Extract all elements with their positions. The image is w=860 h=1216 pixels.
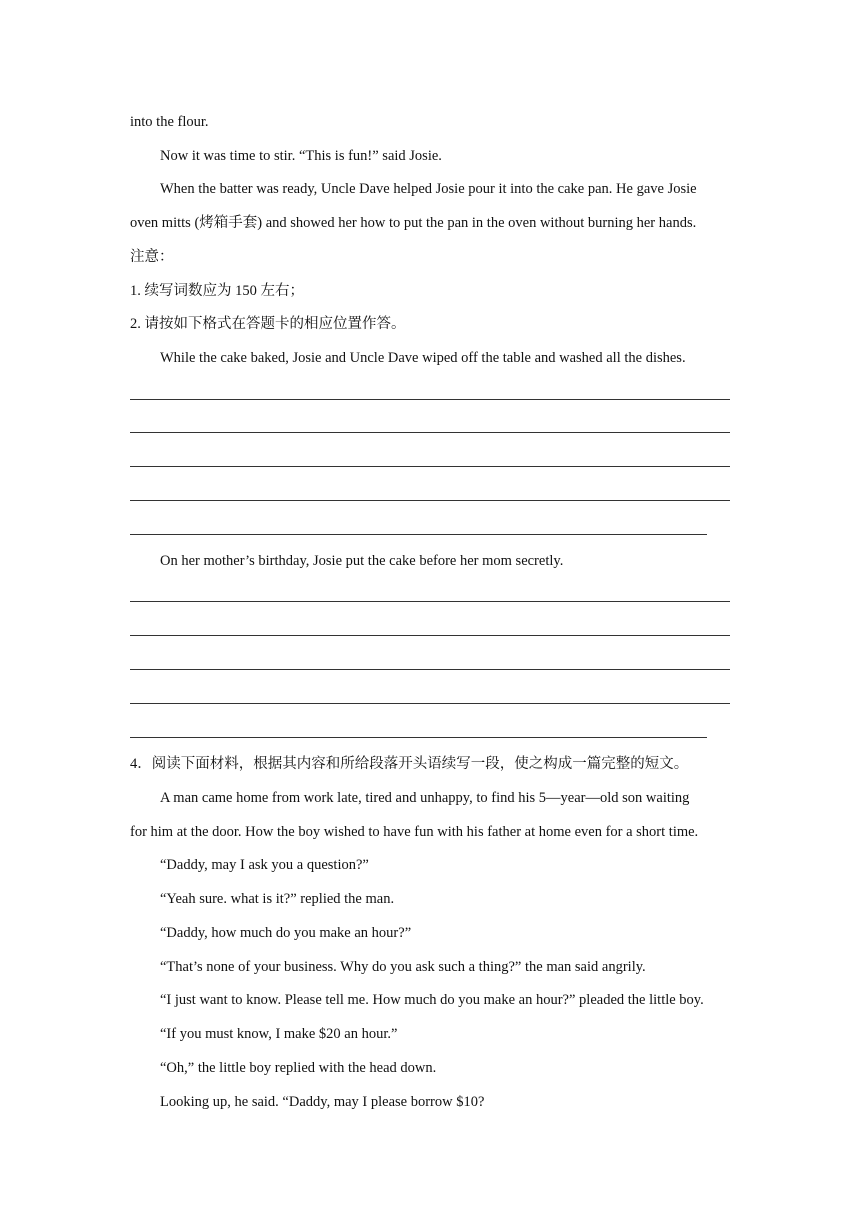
question-heading: 4．阅读下面材料，根据其内容和所给段落开头语续写一段，使之构成一篇完整的短文。 [130, 756, 689, 772]
paragraph-line: When the batter was ready, Uncle Dave helped Josie pour it into the cake pan. He gave Josie [160, 181, 697, 197]
paragraph-opening-sentence: On her mother’s birthday, Josie put the cake before her mom secretly. [160, 553, 564, 569]
answer-line[interactable] [130, 601, 730, 602]
paragraph-line: A man came home from work late, tired and unhappy, to find his 5—year—old son waiting [160, 790, 690, 806]
answer-line[interactable] [130, 737, 707, 738]
answer-line[interactable] [130, 399, 730, 400]
paragraph-line: for him at the door. How the boy wished to have fun with his father at home even for a short time. [130, 824, 699, 840]
note-item: 1. 续写词数应为 150 左右； [130, 283, 304, 299]
answer-line[interactable] [130, 669, 730, 670]
answer-line[interactable] [130, 432, 730, 433]
paragraph-line: Looking up, he said. “Daddy, may I please borrow $10? [160, 1094, 485, 1110]
paragraph-line: “If you must know, I make $20 an hour.” [160, 1026, 398, 1042]
answer-line[interactable] [130, 500, 730, 501]
paragraph-line: into the flour. [130, 114, 209, 130]
note-heading: 注意： [130, 249, 174, 265]
answer-line[interactable] [130, 466, 730, 467]
paragraph-line: “Daddy, how much do you make an hour?” [160, 925, 412, 941]
paragraph-line: Now it was time to stir. “This is fun!” said Josie. [160, 148, 442, 164]
paragraph-line: oven mitts (烤箱手套) and showed her how to put the pan in the oven without burning her hands. [130, 215, 697, 231]
paragraph-opening-sentence: While the cake baked, Josie and Uncle Dave wiped off the table and washed all the dishes. [160, 350, 686, 366]
note-item: 2. 请按如下格式在答题卡的相应位置作答。 [130, 316, 406, 332]
paragraph-line: “Daddy, may I ask you a question?” [160, 857, 369, 873]
paragraph-line: “That’s none of your business. Why do you ask such a thing?” the man said angrily. [160, 959, 646, 975]
answer-line[interactable] [130, 703, 730, 704]
answer-line[interactable] [130, 534, 707, 535]
paragraph-line: “I just want to know. Please tell me. How much do you make an hour?” pleaded the little boy. [160, 992, 704, 1008]
paragraph-line: “Yeah sure. what is it?” replied the man. [160, 891, 395, 907]
answer-line[interactable] [130, 635, 730, 636]
paragraph-line: “Oh,” the little boy replied with the head down. [160, 1060, 437, 1076]
